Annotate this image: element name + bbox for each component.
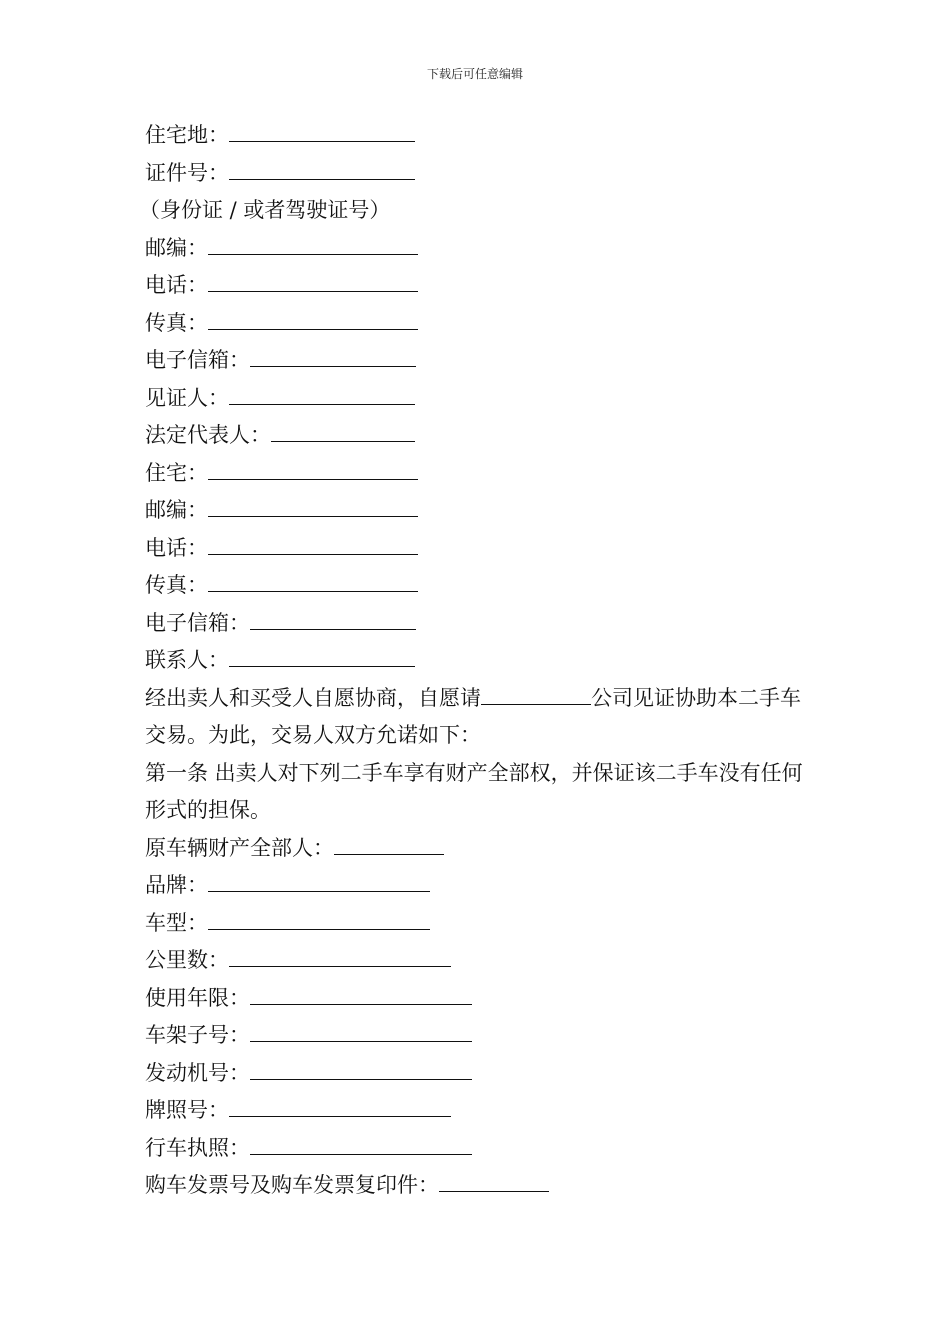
field-fax2 [145, 567, 815, 605]
field-id-number [145, 155, 815, 193]
field-label: 原车辆财产全部人： [145, 835, 334, 860]
field-plate-number [145, 1092, 815, 1130]
paragraph-text: 经出卖人和买受人自愿协商，自愿请 [145, 685, 481, 710]
blank-line [481, 686, 591, 705]
field-model [145, 905, 815, 943]
blank-line [271, 423, 415, 442]
blank-line [439, 1173, 549, 1192]
field-label: 车架子号： [145, 1023, 250, 1047]
field-label: 电话： [145, 273, 208, 297]
field-label: 牌照号： [145, 1098, 229, 1122]
field-fax [145, 305, 815, 343]
id-note [139, 192, 815, 230]
field-brand [145, 867, 815, 905]
field-label: 邮编： [145, 235, 208, 260]
field-mileage [145, 942, 815, 980]
field-label: 购车发票号及购车发票复印件： [145, 1173, 439, 1197]
field-label: 证件号： [145, 160, 229, 185]
field-label: 传真： [145, 310, 208, 335]
blank-line [208, 573, 418, 592]
field-postcode [145, 230, 815, 268]
field-label: 传真： [145, 573, 208, 597]
field-phone2 [145, 530, 815, 568]
paragraph-agreement [145, 680, 815, 755]
blank-line [208, 911, 430, 930]
blank-line [229, 161, 415, 180]
field-driving-license [145, 1130, 815, 1168]
page-header: 下载后可任意编辑 [426, 67, 523, 81]
blank-line [250, 1023, 472, 1042]
field-invoice [145, 1167, 815, 1205]
field-legal-rep [145, 417, 815, 455]
blank-line [208, 461, 418, 480]
blank-line [229, 648, 415, 667]
field-residence [145, 117, 815, 155]
paragraph-text: 公司见证协助本二手车交易。为此，交易人双方允诺如下： [145, 685, 801, 747]
document-body [139, 117, 815, 1205]
paragraph-text: 第一条 出卖人对下列二手车享有财产全部权，并保证该二手车没有任何形式的担保。 [145, 760, 803, 822]
field-witness [145, 380, 815, 418]
blank-line [208, 536, 418, 555]
field-label: 车型： [145, 910, 208, 935]
field-label: 使用年限： [145, 985, 250, 1010]
paragraph-article-1 [145, 755, 815, 830]
blank-line [250, 348, 416, 367]
blank-line [250, 1061, 472, 1080]
field-label: 住宅地： [145, 123, 229, 147]
field-phone [145, 267, 815, 305]
blank-line [229, 1098, 451, 1117]
blank-line [250, 1136, 472, 1155]
blank-line [208, 498, 418, 517]
field-postcode2 [145, 492, 815, 530]
blank-line [229, 948, 451, 967]
field-residence2 [145, 455, 815, 493]
blank-line [229, 386, 415, 405]
field-years-used [145, 980, 815, 1018]
field-label: 品牌： [145, 873, 208, 897]
blank-line [250, 986, 472, 1005]
field-label: 邮编： [145, 498, 208, 522]
field-label: 住宅： [145, 460, 208, 485]
field-contact [145, 642, 815, 680]
field-engine-number [145, 1055, 815, 1093]
blank-line [208, 236, 418, 255]
blank-line [208, 873, 430, 892]
blank-line [229, 123, 415, 142]
field-label: 公里数： [145, 948, 229, 972]
field-email2 [145, 605, 815, 643]
field-original-owner [145, 830, 815, 868]
field-frame-number [145, 1017, 815, 1055]
field-label: 见证人： [145, 385, 229, 410]
field-label: 电子信箱： [145, 610, 250, 635]
field-label: 发动机号： [145, 1060, 250, 1085]
blank-line [334, 836, 444, 855]
field-label: 法定代表人： [145, 423, 271, 447]
field-label: 行车执照： [145, 1135, 250, 1160]
blank-line [208, 311, 418, 330]
field-email [145, 342, 815, 380]
field-label: 电话： [145, 535, 208, 560]
field-label: 电子信箱： [145, 348, 250, 372]
note-text: （身份证 / 或者驾驶证号） [139, 198, 391, 222]
field-label: 联系人： [145, 648, 229, 672]
blank-line [250, 611, 416, 630]
blank-line [208, 273, 418, 292]
